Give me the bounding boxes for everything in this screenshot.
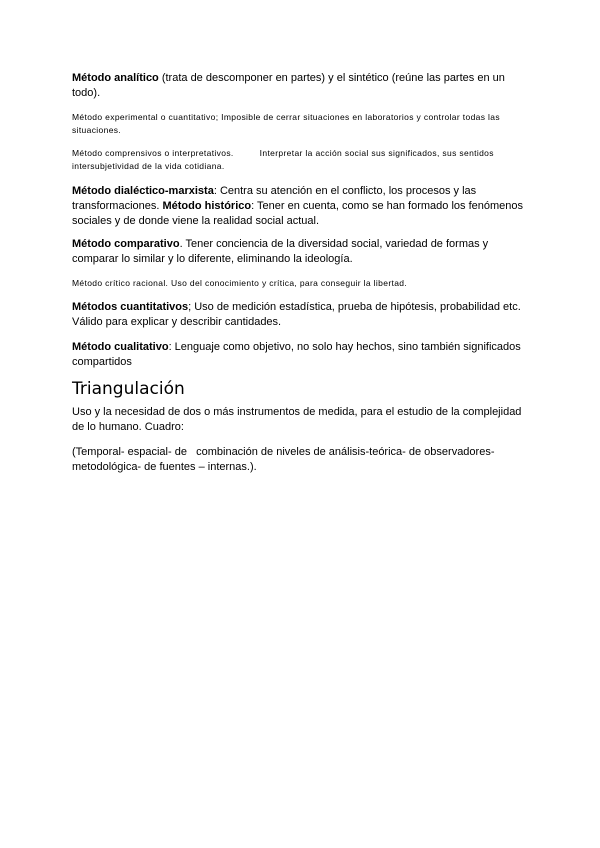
paragraph-metodo-critico [72, 277, 534, 290]
term-metodo-cualitativo: Método cualitativo [72, 341, 169, 353]
paragraph-triangulacion-tipos [72, 445, 534, 475]
term-metodo-analitico: Método analítico [72, 72, 159, 84]
text-metodos-cuantitativos: ; Uso de medición estadística, prueba de hipótesis, probabilidad etc. Válido para explicar y describir cantidades. [72, 301, 521, 328]
text-triangulacion-uso: Uso y la necesidad de dos o más instrumentos de medida, para el estudio de la complejidad de lo humano. Cuadro: [72, 406, 522, 433]
paragraph-metodo-experimental [72, 111, 534, 137]
text-metodo-experimental: Método experimental o cuantitativo; Imposible de cerrar situaciones en laboratorios y controlar todas las situaciones. [72, 112, 500, 135]
text-interpretar-accion: Interpretar la acción social sus significados, sus sentidos intersubjetividad de la vida cotidiana. [72, 148, 494, 171]
paragraph-metodos-cuantitativos [72, 300, 534, 330]
text-metodo-cualitativo: : Lenguaje como objetivo, no solo hay hechos, sino también significados compartidos [72, 341, 521, 368]
text-metodo-dialectico: : Centra su atención en el conflicto, los procesos y las transformaciones. [72, 185, 477, 212]
term-metodos-cuantitativos: Métodos cuantitativos [72, 301, 189, 313]
paragraph-metodo-dialectico [72, 184, 534, 229]
term-metodo-historico: Método histórico [162, 200, 252, 212]
paragraph-metodo-comparativo [72, 237, 534, 267]
paragraph-metodo-comprensivo [72, 147, 534, 173]
text-metodo-analitico: (trata de descomponer en partes) y el sintético (reúne las partes en un todo). [72, 72, 505, 99]
paragraph-metodo-analitico [72, 71, 534, 101]
term-metodo-comparativo: Método comparativo [72, 238, 180, 250]
section-heading-triangulacion: Triangulación [72, 379, 185, 399]
text-metodo-historico: : Tener en cuenta, como se han formado los fenómenos sociales y de donde viene la realidad social actual. [72, 200, 523, 227]
text-metodo-comprensivo: Método comprensivos o interpretativos. [72, 148, 234, 158]
text-triangulacion-tipos: (Temporal- espacial- de combinación de niveles de análisis-teórica- de observadores-metodológica- de fuentes – internas.). [72, 446, 495, 473]
term-metodo-dialectico: Método dialéctico-marxista [72, 185, 214, 197]
paragraph-metodo-cualitativo [72, 340, 534, 370]
text-metodo-critico: Método crítico racional. Uso del conocimiento y crítica, para conseguir la libertad. [72, 278, 408, 288]
paragraph-triangulacion-uso [72, 405, 534, 435]
text-metodo-comparativo: . Tener conciencia de la diversidad social, variedad de formas y comparar lo similar y lo diferente, eliminando la ideología. [72, 238, 489, 265]
